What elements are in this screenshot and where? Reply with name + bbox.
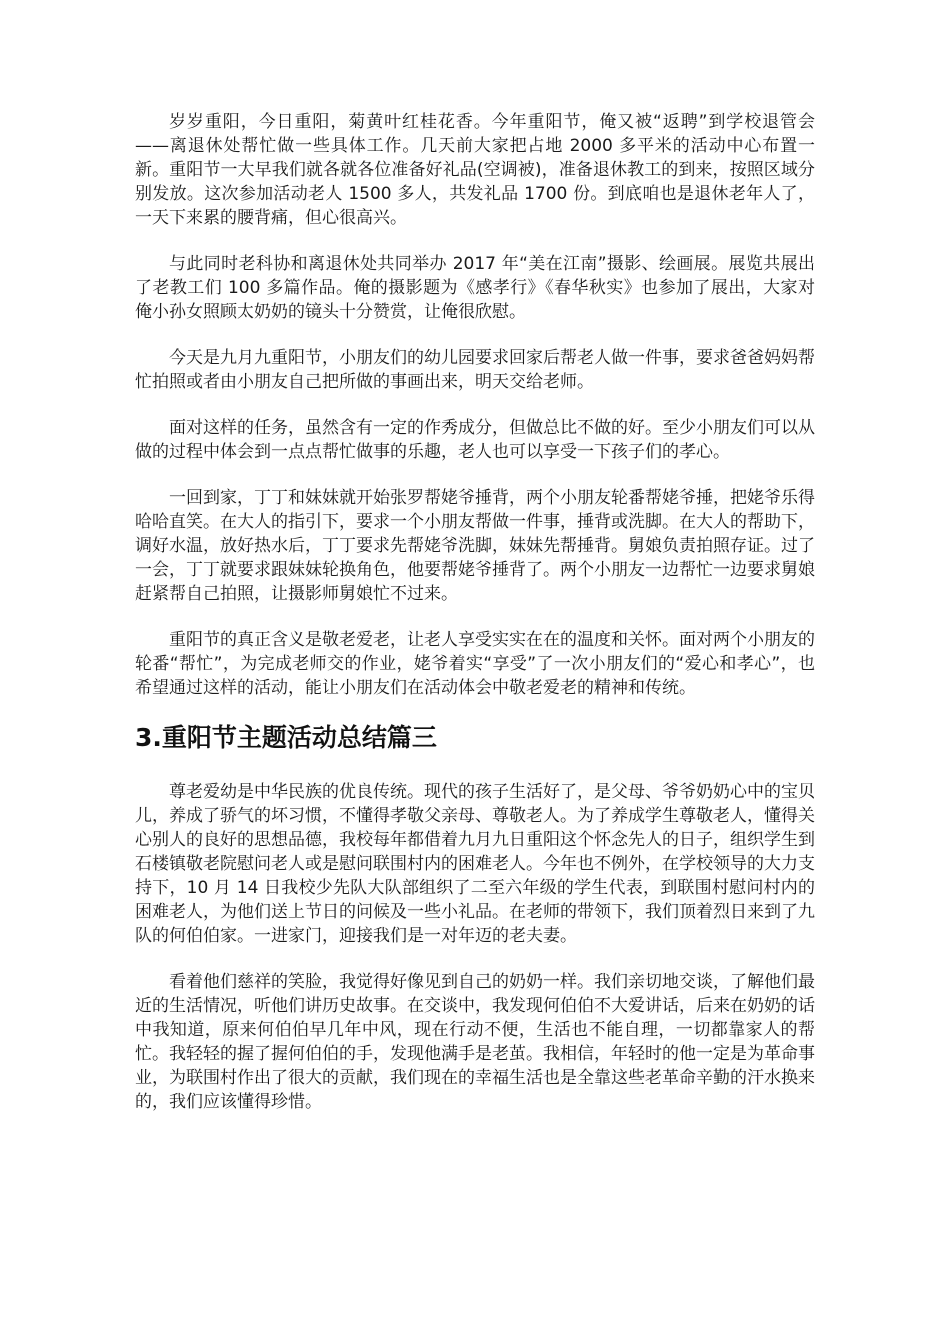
paragraph: 看着他们慈祥的笑脸，我觉得好像见到自己的奶奶一样。我们亲切地交谈，了解他们最近的生活情况，听他们讲历史故事。在交谈中，我发现何伯伯不大爱讲话，后来在奶奶的话中我知道，原来何伯伯早几年中风，现在行动不便，生活也不能自理，一切都靠家人的帮忙。我轻轻的握了握何伯伯的手，发现他满手是老茧。我相信，年轻时的他一定是为革命事业，为联围村作出了很大的贡献，我们现在的幸福生活也是全靠这些老革命辛勤的汗水换来的，我们应该懂得珍惜。 (135, 972, 815, 1112)
section-heading: 3.重阳节主题活动总结篇三 (135, 723, 437, 752)
paragraph: 一回到家，丁丁和妹妹就开始张罗帮姥爷捶背，两个小朋友轮番帮姥爷捶，把姥爷乐得哈哈直笑。在大人的指引下，要求一个小朋友帮做一件事，捶背或洗脚。在大人的帮助下，调好水温，放好热水后，丁丁要求先帮姥爷洗脚，妹妹先帮捶背。舅娘负责拍照存证。过了一会，丁丁就要求跟妹妹轮换角色，他要帮姥爷捶背了。两个小朋友一边帮忙一边要求舅娘赶紧帮自己拍照，让摄影师舅娘忙不过来。 (135, 488, 815, 604)
paragraph: 尊老爱幼是中华民族的优良传统。现代的孩子生活好了，是父母、爷爷奶奶心中的宝贝儿，养成了骄气的坏习惯，不懂得孝敬父亲母、尊敬老人。为了养成学生尊敬老人，懂得关心别人的良好的思想品德，我校每年都借着九月九日重阳这个怀念先人的日子，组织学生到石楼镇敬老院慰问老人或是慰问联围村内的困难老人。今年也不例外，在学校领导的大力支持下，10 月 14 日我校少先队大队部组织了二至六年级的学生代表，到联围村慰问村内的困难老人，为他们送上节日的问候及一些小礼品。在老师的带领下，我们顶着烈日来到了九队的何伯伯家。一进家门，迎接我们是一对年迈的老夫妻。 (135, 782, 815, 946)
paragraph: 与此同时老科协和离退休处共同举办 2017 年“美在江南”摄影、绘画展。展览共展出了老教工们 100 多篇作品。俺的摄影题为《感孝行》《春华秋实》也参加了展出，大家对俺小孙女照顾太奶奶的镜头十分赞赏，让俺很欣慰。 (135, 254, 815, 322)
paragraph: 岁岁重阳，今日重阳，菊黄叶红桂花香。今年重阳节，俺又被“返聘”到学校退管会——离退休处帮忙做一些具体工作。几天前大家把占地 2000 多平米的活动中心布置一新。重阳节一大早我们就各就各位准备好礼品(空调被)，准备退休教工的到来，按照区域分别发放。这次参加活动老人 1500 多人，共发礼品 1700 份。到底咱也是退休老年人了，一天下来累的腰背痛，但心很高兴。 (135, 112, 815, 228)
document-page (135, 110, 815, 1136)
paragraph: 重阳节的真正含义是敬老爱老，让老人享受实实在在的温度和关怀。面对两个小朋友的轮番“帮忙”，为完成老师交的作业，姥爷着实“享受”了一次小朋友们的“爱心和孝心”，也希望通过这样的活动，能让小朋友们在活动体会中敬老爱老的精神和传统。 (135, 630, 815, 698)
paragraph: 面对这样的任务，虽然含有一定的作秀成分，但做总比不做的好。至少小朋友们可以从做的过程中体会到一点点帮忙做事的乐趣，老人也可以享受一下孩子们的孝心。 (135, 418, 815, 462)
paragraph: 今天是九月九重阳节，小朋友们的幼儿园要求回家后帮老人做一件事，要求爸爸妈妈帮忙拍照或者由小朋友自己把所做的事画出来，明天交给老师。 (135, 348, 815, 392)
